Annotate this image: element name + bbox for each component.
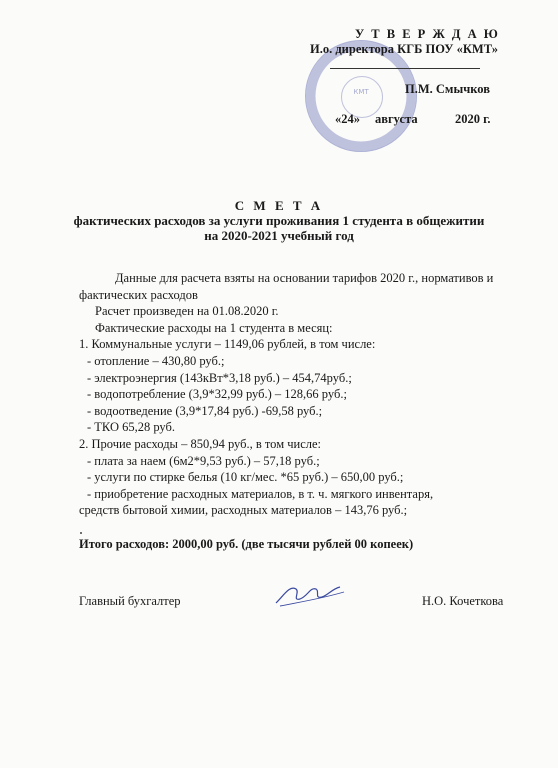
utilities-item: - водопотребление (3,9*32,99 руб.) – 128,66 руб.;	[87, 387, 347, 402]
utilities-item: - ТКО 65,28 руб.	[87, 420, 176, 435]
section-utilities: 1. Коммунальные услуги – 1149,06 рублей, в том числе:	[79, 337, 376, 352]
approval-signatory: П.М. Смычков	[405, 82, 490, 96]
director-signature-line	[330, 68, 480, 69]
other-item: - услуги по стирке белья (10 кг/мес. *65 руб.) – 650,00 руб.;	[87, 470, 404, 485]
accountant-name: Н.О. Кочеткова	[422, 594, 504, 608]
utilities-item: - электроэнергия (143кВт*3,18 руб.) – 454,74руб.;	[87, 370, 352, 385]
utilities-item: - водоотведение (3,9*17,84 руб.) -69,58 руб.;	[87, 403, 323, 418]
intro-line-1: Данные для расчета взяты на основании тарифов 2020 г., нормативов и	[115, 271, 494, 285]
section-other: 2. Прочие расходы – 850,94 руб., в том числе:	[79, 436, 322, 451]
document-period: на 2020-2021 учебный год	[204, 228, 354, 243]
approval-date-day: «24»	[335, 112, 360, 126]
calculation-date: Расчет произведен на 01.08.2020 г.	[95, 304, 279, 319]
other-item-continuation: средств бытовой химии, расходных материалов – 143,76 руб.;	[79, 503, 408, 518]
approval-date	[335, 112, 491, 127]
accountant-signature	[270, 577, 350, 611]
intro-line-2: фактических расходов	[79, 287, 198, 302]
other-item: - плата за наем (6м2*9,53 руб.) – 57,18 руб.;	[87, 453, 320, 468]
utilities-item: - отопление – 430,80 руб.;	[87, 353, 225, 368]
document-title: С М Е Т А	[234, 198, 324, 213]
other-item: - приобретение расходных материалов, в т. ч. мягкого инвентаря,	[87, 486, 434, 501]
document-subtitle: фактических расходов за услуги проживания 1 студента в общежитии	[73, 213, 485, 228]
total-expenses: Итого расходов: 2000,00 руб. (две тысячи рублей 00 копеек)	[79, 536, 414, 551]
approval-heading: У Т В Е Р Ж Д А Ю	[355, 27, 500, 41]
approval-date-month: августа	[375, 112, 418, 126]
stray-mark	[80, 532, 82, 534]
accountant-role: Главный бухгалтер	[79, 594, 181, 608]
monthly-heading: Фактические расходы на 1 студента в месяц:	[95, 320, 333, 335]
approval-date-year: 2020 г.	[455, 112, 491, 126]
document-body	[79, 270, 519, 553]
stamp-label: КМТ	[353, 88, 369, 96]
approval-position: И.о. директора КГБ ПОУ «КМТ»	[310, 42, 498, 56]
